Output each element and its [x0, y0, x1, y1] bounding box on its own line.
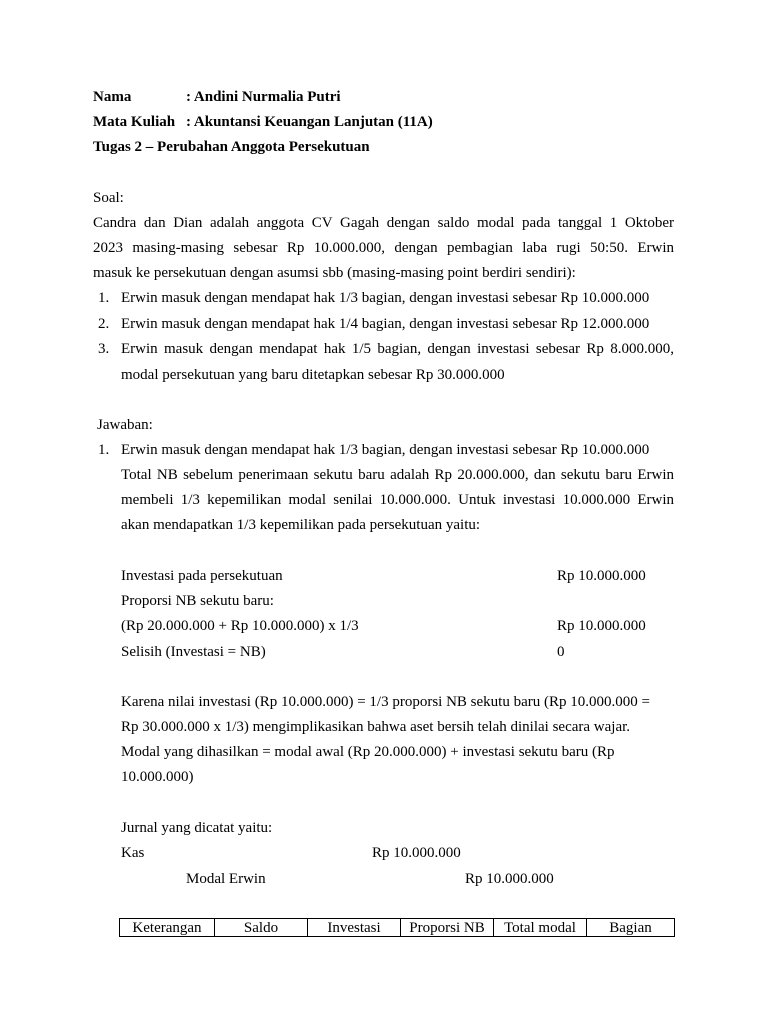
- explanation-line: Karena nilai investasi (Rp 10.000.000) = 1/3 proporsi NB sekutu baru (Rp 10.000.000 =: [121, 694, 650, 710]
- calc-label: (Rp 20.000.000 + Rp 10.000.000) x 1/3: [121, 618, 359, 634]
- jawaban-item-title: Erwin masuk dengan mendapat hak 1/3 bagian, dengan investasi sebesar Rp 10.000.000: [121, 442, 650, 458]
- jawaban-paragraph-line: akan mendapatkan 1/3 kepemilikan pada persekutuan yaitu:: [121, 517, 481, 533]
- explanation-line: Rp 30.000.000 x 1/3) mengimplikasikan bahwa aset bersih telah dinilai secara wajar.: [121, 719, 631, 735]
- soal-item-number: 1.: [98, 290, 110, 306]
- jawaban-paragraph-line: Total NB sebelum penerimaan sekutu baru adalah Rp 20.000.000, dan sekutu baru Erwin: [121, 467, 674, 483]
- calc-label: Investasi pada persekutuan: [121, 568, 283, 584]
- calc-label: Selisih (Investasi = NB): [121, 644, 266, 660]
- calc-label: Proporsi NB sekutu baru:: [121, 593, 274, 609]
- soal-intro-line: 2023 masing-masing sebesar Rp 10.000.000, dengan pembagian laba rugi 50:50. Erwin: [93, 240, 674, 256]
- jurnal-debit-account: Kas: [121, 845, 145, 861]
- assignment-title: Tugas 2 – Perubahan Anggota Persekutuan: [93, 139, 370, 155]
- jurnal-debit-amount: Rp 10.000.000: [372, 845, 461, 861]
- nama-value: : Andini Nurmalia Putri: [186, 89, 341, 105]
- soal-item-text: Erwin masuk dengan mendapat hak 1/4 bagian, dengan investasi sebesar Rp 12.000.000: [121, 316, 650, 332]
- jawaban-paragraph-line: membeli 1/3 kepemilikan modal senilai 10.000.000. Untuk investasi 10.000.000 Erwin: [121, 492, 674, 508]
- soal-item-number: 3.: [98, 341, 110, 357]
- soal-item-number: 2.: [98, 316, 110, 332]
- table-header-cell: Total modal: [494, 919, 587, 937]
- table-header-cell: Keterangan: [120, 919, 215, 937]
- jurnal-heading: Jurnal yang dicatat yaitu:: [121, 820, 273, 836]
- matkul-value: : Akuntansi Keuangan Lanjutan (11A): [186, 114, 433, 130]
- jawaban-heading: Jawaban:: [97, 417, 153, 433]
- soal-item-text: Erwin masuk dengan mendapat hak 1/3 bagian, dengan investasi sebesar Rp 10.000.000: [121, 290, 650, 306]
- table-header-row: [120, 919, 675, 937]
- calc-value: Rp 10.000.000: [557, 618, 646, 634]
- explanation-line: Modal yang dihasilkan = modal awal (Rp 20.000.000) + investasi sekutu baru (Rp: [121, 744, 615, 760]
- capital-table: [119, 918, 675, 937]
- jurnal-credit-amount: Rp 10.000.000: [465, 871, 554, 887]
- calc-value: Rp 10.000.000: [557, 568, 646, 584]
- calc-value: 0: [557, 644, 565, 660]
- jurnal-credit-account: Modal Erwin: [186, 871, 266, 887]
- table-header-cell: Bagian: [587, 919, 675, 937]
- jawaban-item-number: 1.: [98, 442, 110, 458]
- soal-intro-line: masuk ke persekutuan dengan asumsi sbb (masing-masing point berdiri sendiri):: [93, 265, 576, 281]
- explanation-line: 10.000.000): [121, 769, 194, 785]
- soal-item-text: Erwin masuk dengan mendapat hak 1/5 bagian, dengan investasi sebesar Rp 8.000.000,: [121, 341, 674, 357]
- nama-label: Nama: [93, 89, 132, 105]
- table-header-cell: Saldo: [215, 919, 308, 937]
- matkul-label: Mata Kuliah: [93, 114, 176, 130]
- table-header-cell: Proporsi NB: [401, 919, 494, 937]
- soal-heading: Soal:: [93, 190, 124, 206]
- soal-intro-line: Candra dan Dian adalah anggota CV Gagah dengan saldo modal pada tanggal 1 Oktober: [93, 215, 674, 231]
- soal-item-continuation: modal persekutuan yang baru ditetapkan sebesar Rp 30.000.000: [121, 367, 505, 383]
- table-header-cell: Investasi: [308, 919, 401, 937]
